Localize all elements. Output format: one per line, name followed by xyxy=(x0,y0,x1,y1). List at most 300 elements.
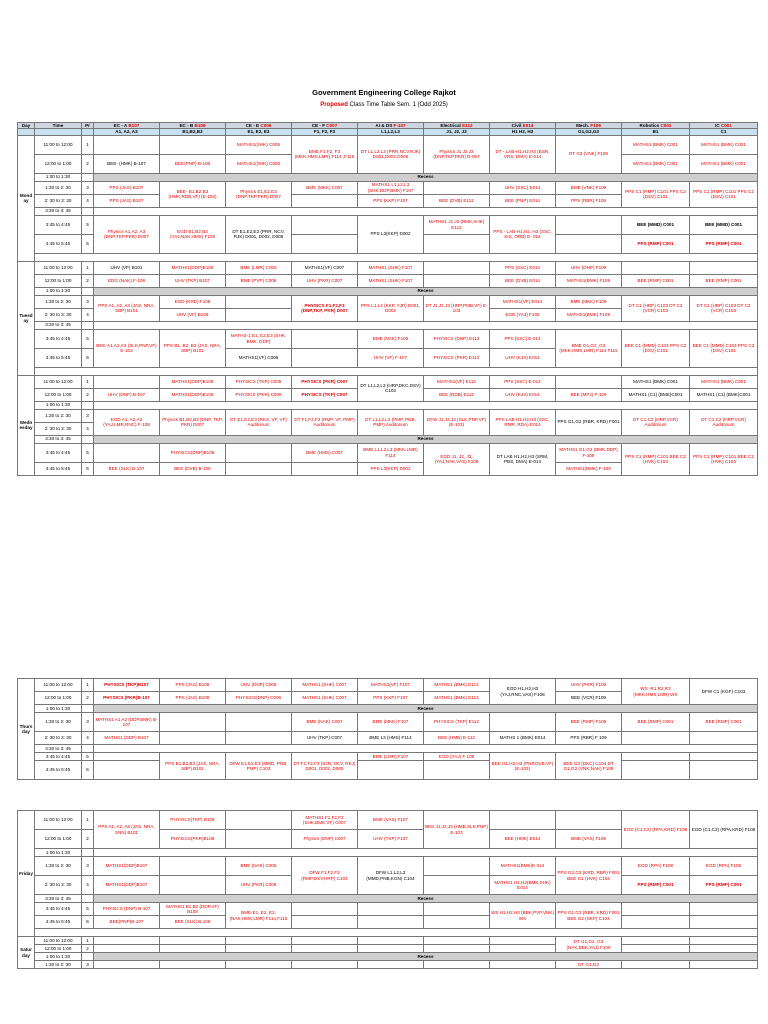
table-cell: PPS (JAS) B108 xyxy=(160,679,226,692)
table-cell: DT E1,E2,E3 (RKS, VF, VF) Auditorium xyxy=(226,409,292,435)
table-cell: BME (MKK) F109 xyxy=(556,295,622,308)
table-cell xyxy=(690,753,758,761)
table-cell: UHV (DNP) C006 xyxy=(226,679,292,692)
header-row xyxy=(18,123,758,129)
header-pr: Pr xyxy=(82,123,94,129)
table-cell xyxy=(94,135,160,154)
table-cell: 1:30 to 2: 30 xyxy=(35,961,82,969)
table-cell: PPS (RMP) C001 xyxy=(622,876,690,895)
table-cell: MATHS1(DDP)B108 xyxy=(160,388,226,401)
table-cell xyxy=(226,937,292,945)
table-cell: G1,G2,G3 xyxy=(556,129,622,135)
table-cell: Recess xyxy=(94,173,758,181)
table-cell: MATHS1 L1,L2,L3 (SHK,DDP,BMK) F107 xyxy=(358,181,424,194)
timetable-thu-sat xyxy=(17,678,758,780)
table-cell xyxy=(94,753,160,761)
table-cell xyxy=(424,234,490,253)
table-cell: 6 xyxy=(82,761,94,780)
table-cell: 3 xyxy=(82,409,94,422)
table-cell: BEE- B1,B2,B3 (HMK,RDB,VF) (E-103) xyxy=(160,181,226,207)
table-cell: UHV (VF) B101 xyxy=(94,261,160,274)
table-cell xyxy=(82,287,94,295)
table-cell: PHYSICS (TKP) E112 xyxy=(424,713,490,732)
table-cell: PHYSICS(DNP) C006 xyxy=(226,692,292,705)
table-cell xyxy=(358,937,424,945)
table-cell: BEE (PNP) E014 xyxy=(490,194,556,207)
table-cell: BEE (VCR) F109 xyxy=(556,692,622,705)
table-cell: 4 xyxy=(82,194,94,207)
header-ic: IC C001 xyxy=(690,123,758,129)
table-cell: Physics E1,E2,E3 (DNP,TKP,PKR) D007 xyxy=(226,181,292,207)
table-cell xyxy=(292,194,358,207)
table-cell: F1, F2, F3 xyxy=(292,129,358,135)
table-cell xyxy=(94,937,160,945)
table-cell: 1:30 to 2: 30 xyxy=(35,295,82,308)
table-cell: DT C1,C2 (HRP,VCR) Auditorium xyxy=(622,409,690,435)
table-cell: PHYSICS (PKR) C007 xyxy=(292,375,358,388)
table-cell xyxy=(424,937,490,945)
table-cell xyxy=(622,937,690,945)
table-cell: UHV (TKP) C007 xyxy=(292,732,358,745)
table-cell: 3:30 to 3: 45 xyxy=(35,745,82,753)
table-cell xyxy=(622,761,690,780)
table-cell: BME (MKK) C007 xyxy=(292,181,358,194)
table-cell: MATHS1(BMK)E 014 xyxy=(490,857,556,876)
table-cell: 11:00 to 12:00 xyxy=(35,135,82,154)
table-cell: BEE(PNP) B-108 xyxy=(160,154,226,173)
table-cell: 1:00 to 1:30 xyxy=(35,401,82,409)
table-cell: 1:30 to 2: 30 xyxy=(35,713,82,732)
table-cell: 2: 30 to 3: 30 xyxy=(35,422,82,435)
table-cell xyxy=(358,961,424,969)
table-cell: L1,L2,L3 xyxy=(358,129,424,135)
table-cell: BME F1,F2, F3 (MKK,HMS,LMR) F114 ,F115 xyxy=(292,135,358,173)
table-cell xyxy=(226,961,292,969)
table-cell: DT L1,L2,L3 (PMP, PNB, PMP) Auditorium xyxy=(358,409,424,435)
table-cell: MATHS1(BMK) F109 xyxy=(556,308,622,321)
day-friday: Friday xyxy=(18,811,35,937)
table-cell: MATHS1(VF) C007 xyxy=(292,261,358,274)
proposed-label: Proposed xyxy=(320,102,348,108)
table-cell xyxy=(160,961,226,969)
table-cell: 1:00 to 1:30 xyxy=(35,173,82,181)
table-cell xyxy=(35,253,758,261)
table-cell: 1:00 to 1:30 xyxy=(35,705,82,713)
table-cell: Recess xyxy=(94,287,758,295)
table-cell: MATHS1(VF) E112 xyxy=(424,375,490,388)
table-cell: BEE C1 (MMD) C104 PPS C2 (DSV) C101 xyxy=(622,329,690,367)
table-cell: 1 xyxy=(82,679,94,692)
table-cell xyxy=(690,945,758,953)
table-cell xyxy=(622,261,690,274)
table-cell: BME (LMR) C006 xyxy=(226,261,292,274)
table-cell: MATHS1 (C1) (BMK)C001 xyxy=(690,388,758,401)
table-cell xyxy=(424,916,490,929)
table-cell: H1 H2, H3 xyxy=(490,129,556,135)
table-cell: MATHS1 (SHK) C007 xyxy=(292,692,358,705)
table-cell: MATHS1 (BMK) C001 xyxy=(622,135,690,154)
table-cell xyxy=(94,761,160,780)
table-cell: 3:45 to 4:45 xyxy=(35,443,82,462)
table-cell: 4:45 to 5:45 xyxy=(35,348,82,367)
table-cell: DFW F1,F2,F3 (RMP,DSV,HRP) C103 xyxy=(292,857,358,895)
table-cell: PPS A1, A2, A3 (JAS, NRA, SBP) B101 xyxy=(94,295,160,321)
table-cell: BME G1,G2 ,G3 (MKK,HMS,LMR) F114 F115 xyxy=(556,329,622,367)
subtitle-text: Class Time Table Sem. 1 (Odd 2025) xyxy=(347,102,448,108)
table-cell: 11:00 to 12:00 xyxy=(35,937,82,945)
table-cell xyxy=(226,830,292,849)
table-cell xyxy=(35,367,758,375)
table-cell xyxy=(226,443,292,462)
table-cell: UHV (KJS) E014 xyxy=(490,388,556,401)
table-cell xyxy=(424,857,490,876)
table-cell: DFW J1,J2,J3 (SLK,PNP,VF)(E-103) xyxy=(424,409,490,435)
table-cell: PHYSICS (TKP) C007 xyxy=(292,388,358,401)
table-cell: Recess xyxy=(94,895,758,903)
table-cell: BME (NAK) C007 xyxy=(292,713,358,732)
table-cell xyxy=(490,811,556,830)
table-cell: PPS (RMP) C001 xyxy=(690,876,758,895)
table-cell: UHV (TKP) B107 xyxy=(160,274,226,287)
table-cell: BEE (MMD) C001 xyxy=(622,215,690,234)
table-cell: BEE (MMD) C001 xyxy=(690,215,758,234)
table-cell: DT L1,L2,L3 (PRR,NCV,RJK) D001,D002,D005 xyxy=(358,135,424,173)
table-cell xyxy=(292,961,358,969)
table-cell: BEE (HMB) E-112 xyxy=(424,732,490,745)
table-cell: DT LAB H1,H2,H3 (SRM, PBS, DMA) E-014 xyxy=(490,443,556,475)
table-cell: 5 xyxy=(82,903,94,916)
table-cell: UHV (TKP) F107 xyxy=(358,830,424,849)
table-cell: 12:00 to 1:00 xyxy=(35,830,82,849)
table-cell xyxy=(82,321,94,329)
table-cell: DT - LAB-H1,H2,H3 (BSR, VRS, DMA) E-014 xyxy=(490,135,556,173)
table-cell: 1 xyxy=(82,135,94,154)
table-cell: MATHS1 (BMK) E112 xyxy=(424,679,490,692)
table-cell xyxy=(94,207,758,215)
table-cell: 4:45 to 5:45 xyxy=(35,916,82,929)
day-monday: Monday xyxy=(18,135,35,261)
table-cell xyxy=(690,732,758,745)
table-cell: MATHS1(DDP)B108 xyxy=(160,261,226,274)
table-cell: PPS C1 (RMP) C101 BEE C2 (HVK) C104 xyxy=(690,443,758,475)
table-cell: PPS - LAB-H1,H2, H3 (SSC, KIS, ORB) E- 014 xyxy=(490,215,556,253)
table-cell xyxy=(690,261,758,274)
table-cell xyxy=(160,876,226,895)
table-cell xyxy=(622,732,690,745)
table-cell xyxy=(358,916,424,929)
table-cell: EGD (YAJ) F 108 xyxy=(424,753,490,761)
table-cell: EGD (YAJ) F108 xyxy=(490,308,556,321)
table-cell: EGD (C1,C2) (RPA,KRD) F108 xyxy=(690,811,758,849)
table-cell: BEE C1 (MMD) C104 PPS C2 (DSV) C101 xyxy=(690,329,758,367)
table-cell: 6 xyxy=(82,462,94,475)
table-cell: Recess xyxy=(94,435,758,443)
table-cell xyxy=(292,462,358,475)
table-cell: 12:00 to 1:00 xyxy=(35,154,82,173)
table-cell: 3:30 to 3: 45 xyxy=(35,895,82,903)
table-cell xyxy=(622,903,690,916)
table-cell: 1 xyxy=(82,261,94,274)
table-cell: PPS (JAS) B107 xyxy=(94,181,160,194)
table-cell: EGD (KRD) F108 xyxy=(160,295,226,308)
table-cell: PPS [SSC] E-014 xyxy=(490,329,556,348)
table-cell xyxy=(82,953,94,961)
table-cell: MATHS1 (SHK) C007 xyxy=(292,679,358,692)
table-cell: BEE G3 (DKC) C104 DT G1,G2 (VNK,NAK) F109 xyxy=(556,753,622,780)
table-cell: BME L3 (HMS) F114 xyxy=(358,732,424,745)
table-cell: C1 xyxy=(690,129,758,135)
table-cell: PHYSICS(TKP) B108 xyxy=(160,811,226,830)
table-cell: PHYSICS (TKP)B107 xyxy=(94,679,160,692)
table-cell: PHYSICS (PKR)B-107 xyxy=(94,692,160,705)
table-cell: UHV (DNP) F109 xyxy=(556,261,622,274)
table-cell: MATHS1 (BMK) C001 xyxy=(690,135,758,154)
table-cell: BEE (MPJ) F-109 xyxy=(556,388,622,401)
table-cell: DT G1,G2 ,G3 (NAK,BBK,YAJ) F109 xyxy=(556,937,622,953)
table-cell xyxy=(94,443,160,462)
table-cell: 1:30 to 2: 30 xyxy=(35,181,82,194)
table-cell: BEE (SLK) B-107 xyxy=(94,462,160,475)
table-cell: MATHS1(DDP)B107 xyxy=(94,876,160,895)
table-cell: DT F1,F2,F3 (SJN, NCV, RKJ) D001, D002, D005 xyxy=(292,753,358,780)
table-cell: 12:00 to 1:00 xyxy=(35,692,82,705)
table-cell: PHYSICS(PKR)B108 xyxy=(160,830,226,849)
table-cell: 3:30 to 3: 45 xyxy=(35,321,82,329)
table-cell: PHYSICS (DNP) B-107 xyxy=(94,903,160,916)
table-cell: EGD B1,B2,B3 (YAJ,NAK,HMS) F108 xyxy=(160,215,226,253)
table-cell: PPS (KKP) F107 xyxy=(358,692,424,705)
table-cell: PPS B1,B2,B3 (JAS, NRA, SBP) B101 xyxy=(160,753,226,780)
table-cell xyxy=(226,732,292,745)
table-cell: MATHS1(BMK) F-109 xyxy=(556,462,622,475)
table-cell xyxy=(556,234,622,253)
table-cell: MATHS1 F1,F2,F3 (SHK,BMK,VF) C007 xyxy=(292,811,358,830)
table-cell: BME (VAS) F107 xyxy=(358,811,424,830)
table-cell xyxy=(292,903,358,916)
table-cell: 4:45 to 5:45 xyxy=(35,761,82,780)
table-cell: BME (NAK) C006 xyxy=(226,857,292,876)
table-cell xyxy=(82,401,94,409)
table-cell: BME (VAS) F109 xyxy=(556,830,622,849)
table-cell: B1 xyxy=(622,129,690,135)
table-cell xyxy=(490,713,556,732)
table-cell xyxy=(622,753,690,761)
table-cell xyxy=(226,713,292,732)
table-cell: Physics J1 J2 J3 (DNP,TKP,PKR) D-007 xyxy=(424,135,490,173)
table-cell xyxy=(690,761,758,780)
table-cell: 3 xyxy=(82,857,94,876)
table-cell: BME (MKK) F107 xyxy=(358,713,424,732)
table-cell: 1:00 to 1:30 xyxy=(35,849,82,857)
table-cell xyxy=(160,937,226,945)
table-cell: PHYSICS (TKP) C006 xyxy=(226,375,292,388)
table-cell: Recess xyxy=(94,705,758,713)
table-cell xyxy=(292,916,358,929)
table-cell: PPS L3(KKP) D002 xyxy=(358,462,424,475)
table-cell: 2 xyxy=(82,154,94,173)
table-cell: DFW L1,L2,L3 (MMD,PNB,KGN) C104 xyxy=(358,857,424,895)
table-cell: UHV (PKR) C007 xyxy=(292,274,358,287)
table-cell: UHV (PKR) F109 xyxy=(556,679,622,692)
table-cell xyxy=(424,181,490,194)
table-cell: Recess xyxy=(94,953,758,961)
table-cell: MATHS1 (BMK) C001 xyxy=(622,154,690,173)
table-cell xyxy=(292,348,358,367)
table-cell: 5 xyxy=(82,443,94,462)
table-cell: PPS (KKP) F107 xyxy=(358,194,424,207)
table-cell: DT C1,C2 (HRP,VCR) Auditorium xyxy=(690,409,758,435)
table-cell: MATHS1 (BMK) C001 xyxy=(690,375,758,388)
table-cell: MATHS1(SHK) C006 xyxy=(226,154,292,173)
table-cell: EGD A1, A2,A3 (YAJ,LMR,RNC) F-108 xyxy=(94,409,160,435)
table-cell: 2 xyxy=(82,945,94,953)
table-cell xyxy=(690,937,758,945)
table-cell xyxy=(622,916,690,929)
table-cell: MATHS 1 (BMK) E014 xyxy=(490,732,556,745)
table-cell xyxy=(292,234,358,253)
table-cell: DT E1,E2,E3 (PRR, NCV, RJK) D001, D002, D005 xyxy=(226,215,292,253)
table-cell: 2 xyxy=(82,830,94,849)
table-cell xyxy=(160,732,226,745)
day-thursday: Thursday xyxy=(18,679,35,780)
table-cell xyxy=(292,215,358,234)
table-cell: BEE (RMP) C001 xyxy=(622,713,690,732)
table-cell: 11:00 to 12:00 xyxy=(35,375,82,388)
college-title: Government Engineering College Rajkot xyxy=(312,88,456,97)
table-cell: MATHS1(DDP)B107 xyxy=(94,857,160,876)
table-cell: DT G1,G2 xyxy=(556,961,622,969)
table-cell xyxy=(160,857,226,876)
header-ai-ds: AI & DS F-107 xyxy=(358,123,424,129)
table-cell xyxy=(94,401,758,409)
table-cell: 1:00 to 1:30 xyxy=(35,287,82,295)
table-cell: BME (NAK) F106 xyxy=(358,329,424,348)
table-cell: BME-E1, E2, E3, (NAK,HMS,LMR) F114,F115 xyxy=(226,903,292,929)
table-cell: 4 xyxy=(82,876,94,895)
table-cell: PPS (JAS) B108 xyxy=(160,692,226,705)
table-cell: UHV (KJS) E014 xyxy=(490,348,556,367)
table-cell: EGD (C1,C2) (RPA,KRD) F108 xyxy=(622,811,690,849)
table-cell: 1:30 to 2: 30 xyxy=(35,409,82,422)
table-cell xyxy=(622,945,690,953)
table-cell: MATHS1 (BMK) C001 xyxy=(690,154,758,173)
table-cell: 1 xyxy=(82,375,94,388)
table-cell: BEE (DVB) E112 xyxy=(424,194,490,207)
header-time: Time xyxy=(35,123,82,129)
table-cell: EGD (RPA) F108 xyxy=(622,857,690,876)
table-cell: 6 xyxy=(82,234,94,253)
table-cell: UHV (SSC) E014 xyxy=(490,181,556,194)
table-cell xyxy=(226,811,292,830)
table-cell xyxy=(94,745,758,753)
table-cell: MATHS1(BMK) F109 xyxy=(556,274,622,287)
table-cell: MATHS1 (BMK) E112 xyxy=(424,692,490,705)
table-cell: 2: 30 to 3: 30 xyxy=(35,308,82,321)
timetable-mon-wed xyxy=(17,122,758,476)
table-cell: MATHS1(VF) F107 xyxy=(358,679,424,692)
table-cell: EDG (NAK) F-108 xyxy=(94,274,160,287)
table-cell: BME L1,L2,L3 (MKK,LMR) F114 xyxy=(358,443,424,462)
table-cell: 3:45 to 4:45 xyxy=(35,903,82,916)
table-cell: MATHS1(VF) C006 xyxy=(226,348,292,367)
table-cell: 1:30 to 2: 30 xyxy=(35,857,82,876)
table-cell: EGD H1,H2,H3 (YAJ,RNC,VAS) F108 xyxy=(490,679,556,705)
table-cell: PHYSICS (PKR) C006 xyxy=(226,388,292,401)
table-cell xyxy=(424,876,490,895)
table-cell xyxy=(160,135,226,154)
table-cell xyxy=(82,173,94,181)
table-cell xyxy=(82,849,94,857)
table-cell: 3 xyxy=(82,961,94,969)
header-electrical: Electrical E112 xyxy=(424,123,490,129)
table-cell: PHYSICS F1,F2,F3 (DNP,TKP, PKR) D007 xyxy=(292,295,358,321)
table-cell xyxy=(94,945,160,953)
table-cell xyxy=(490,961,556,969)
day-saturday: Saturday xyxy=(18,937,35,969)
table-cell xyxy=(82,895,94,903)
table-cell: PPS G1,G2 (RBR, KRD) F001 xyxy=(556,409,622,435)
table-cell: PPS (SSC) E-014 xyxy=(490,375,556,388)
table-cell: BEE- (HMK) B-107 xyxy=(94,154,160,173)
table-cell xyxy=(94,321,758,329)
table-cell xyxy=(424,945,490,953)
table-cell: 5 xyxy=(82,215,94,234)
table-cell xyxy=(622,961,690,969)
table-cell xyxy=(94,849,758,857)
table-cell xyxy=(358,761,424,780)
table-cell: 6 xyxy=(82,348,94,367)
table-cell xyxy=(490,945,556,953)
table-cell: WS H1,H2,H3 (BBK,PVP,VNK) WS xyxy=(490,903,556,929)
table-cell: MATHS1 (DDP) B107 xyxy=(94,732,160,745)
table-cell: PPS L1,L2 (KKP, YJP) D001, D002 xyxy=(358,295,424,321)
table-cell: BEE (DVB) B-108 xyxy=(160,462,226,475)
table-cell: WS -R1,R2,R3 (MKK,HMS,LMR) WS xyxy=(622,679,690,705)
table-cell xyxy=(556,215,622,234)
table-cell xyxy=(292,945,358,953)
table-cell: 12:00 to 1:00 xyxy=(35,945,82,953)
table-cell: MATHS1 (BMK) C001 xyxy=(622,375,690,388)
table-cell: DFW C1 (KGF) C103 xyxy=(690,679,758,705)
table-cell: UHV (VF) F-107 xyxy=(358,348,424,367)
table-cell: 4:45 to 5:45 xyxy=(35,462,82,475)
table-cell xyxy=(424,961,490,969)
header-ec-b: EC - B B108 xyxy=(160,123,226,129)
table-cell: Physics B1,B2,B3 (DNP, TKP, PKR) D007 xyxy=(160,409,226,435)
table-cell xyxy=(556,811,622,830)
header-mech: Mech. F109 xyxy=(556,123,622,129)
table-cell xyxy=(424,274,490,287)
table-cell: 3:30 to 3: 45 xyxy=(35,435,82,443)
table-cell: 1 xyxy=(82,937,94,945)
table-cell: 2: 30 to 3: 30 xyxy=(35,876,82,895)
table-cell: BME (VNK) F109 xyxy=(556,181,622,194)
day-wednesday: Wednesday xyxy=(18,375,35,475)
table-cell: MATHS1 G1,G2 (BMK,DDP) F-109 xyxy=(556,443,622,462)
table-cell: PPS (RBR) F 109 xyxy=(556,732,622,745)
table-cell: BEE (SLK) B-108 xyxy=(160,916,226,929)
table-cell: B1,B2,B3 xyxy=(160,129,226,135)
table-cell: 1 xyxy=(82,811,94,830)
table-cell: BEE-A1,A2,A3 (SLK,PNP,VF) E-103 xyxy=(94,329,160,367)
table-cell: 11:00 to 12:00 xyxy=(35,811,82,830)
table-cell: MATHS1 B1,B2 (DDP,VF) B108 xyxy=(160,903,226,916)
table-cell: BME (LMR) F107 xyxy=(358,753,424,761)
table-cell: EGD (RPA) F108 xyxy=(690,857,758,876)
table-cell xyxy=(226,945,292,953)
table-cell: MATHS1 J1 J2 (BMK,SHK) E112 xyxy=(424,215,490,234)
table-cell: PPS A1, A2, A3 (JAS, NRA, SNN) B101 xyxy=(94,811,160,849)
